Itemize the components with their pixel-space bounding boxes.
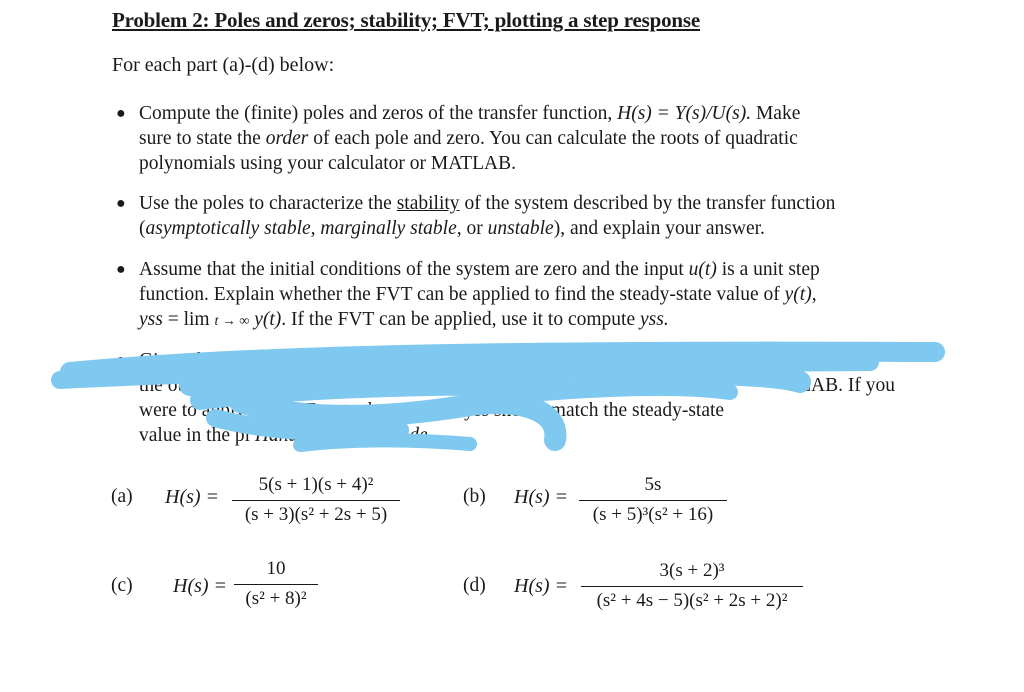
equation-fraction-c — [234, 558, 318, 610]
bullet-text: the ou — [139, 375, 188, 396]
emphasis-text: code. — [390, 425, 433, 446]
part-label-a: (a) — [111, 486, 133, 507]
underlined-text: stability — [396, 193, 460, 214]
emphasis-text: Hand in — [254, 425, 319, 446]
bullet-text: of each pole and zero. You can calculate the roots of quadratic — [308, 128, 798, 149]
bullet-text: computed yss should match the steady-state — [382, 400, 725, 421]
bullet-text: ( — [139, 218, 146, 239]
fraction-bar — [579, 500, 727, 501]
emphasis-text: unstable — [487, 218, 554, 239]
emphasis-text: asymptotically stable, marginally stable, — [145, 218, 462, 239]
bullet-stability — [139, 191, 939, 241]
bullet-text: tion, plot — [651, 350, 723, 371]
bullet-text: the input u(t) is a unit step — [442, 350, 647, 371]
problem-title: Problem 2: Poles and zeros; stability; FVT; plotting a step response — [112, 8, 700, 32]
bullet-text: to apply the FVT, note th — [181, 400, 378, 421]
bullet-text: sure to state the — [139, 128, 266, 149]
numerator-d: 3(s + 2)³ — [659, 560, 725, 581]
part-label-d: (d) — [463, 575, 486, 596]
math-expression: = lim — [162, 309, 215, 330]
equation-lhs-c: H(s) = — [173, 575, 228, 597]
math-expression: H(s) = Y(s)/U(s). — [617, 103, 752, 124]
equation-lhs-d: H(s) = — [514, 575, 569, 597]
math-expression: yss. — [639, 309, 669, 330]
equation-fraction-b — [579, 474, 727, 526]
bullet-marker: ● — [116, 105, 126, 122]
math-expression: yss — [139, 309, 163, 330]
equation-lhs-a: H(s) = — [165, 486, 220, 508]
limit-subscript: t → ∞ — [214, 314, 250, 329]
bullet-text: . If the FVT can be applied, use it to compute — [281, 309, 640, 330]
bullet-marker: ● — [116, 352, 126, 369]
bullet-step-plot — [139, 348, 939, 448]
denominator-c: (s² + 8)² — [245, 588, 307, 610]
numerator-b: 5s — [644, 474, 662, 495]
bullet-text: polynomials using your calculator or MATLAB. — [139, 153, 516, 174]
math-expression: y(t) — [784, 284, 812, 305]
denominator-a: (s + 3)(s² + 2s + 5) — [244, 504, 388, 526]
part-label-c: (c) — [111, 575, 133, 596]
bullet-text: value in the pl — [139, 425, 251, 446]
fraction-bar — [234, 584, 318, 585]
bullet-text: Assume that the initial conditions of the system are zero and the input — [139, 259, 689, 280]
denominator-b: (s + 5)³(s² + 16) — [592, 504, 714, 526]
intro-text: For each part (a)-(d) below: — [112, 54, 335, 76]
bullet-marker: ● — [116, 195, 126, 212]
bullet-text: Compute the (finite) poles and zeros of the transfer function, — [139, 103, 618, 124]
equation-fraction-a — [232, 474, 400, 526]
emphasis-text: ot and y — [323, 425, 386, 446]
numerator-a: 5(s + 1)(s + 4)² — [258, 474, 374, 495]
equation-lhs-b: H(s) = — [514, 486, 569, 508]
math-expression: y(t) — [249, 309, 282, 330]
part-label-b: (b) — [463, 486, 486, 507]
bullet-text: Given that the initial con — [139, 350, 333, 371]
bullet-fvt — [139, 257, 939, 334]
bullet-poles-zeros — [139, 101, 939, 176]
fraction-bar — [581, 586, 803, 587]
numerator-c: 10 — [266, 558, 286, 579]
bullet-text: were — [139, 400, 177, 421]
bullet-text: Use the poles to characterize the — [139, 193, 397, 214]
bullet-text: TLAB. If you — [787, 375, 895, 396]
bullet-text: ), and explain your answer. — [553, 218, 765, 239]
bullet-text: or — [461, 218, 488, 239]
bullet-marker: ● — [116, 261, 126, 278]
bullet-text: Make — [751, 103, 801, 124]
fraction-bar — [232, 500, 400, 501]
bullet-text: is a unit step — [716, 259, 820, 280]
bullet-text: function. Explain whether the FVT can be applied to find the steady-state value of — [139, 284, 785, 305]
bullet-text: ions are zero — [337, 350, 438, 371]
math-expression: u(t) — [688, 259, 717, 280]
emphasis-text: order — [265, 128, 309, 149]
bullet-text: of the system described by the transfer function — [459, 193, 836, 214]
denominator-d: (s² + 4s − 5)(s² + 2s + 2)² — [596, 590, 788, 612]
equation-fraction-d — [581, 560, 803, 612]
bullet-text: , — [811, 284, 817, 305]
